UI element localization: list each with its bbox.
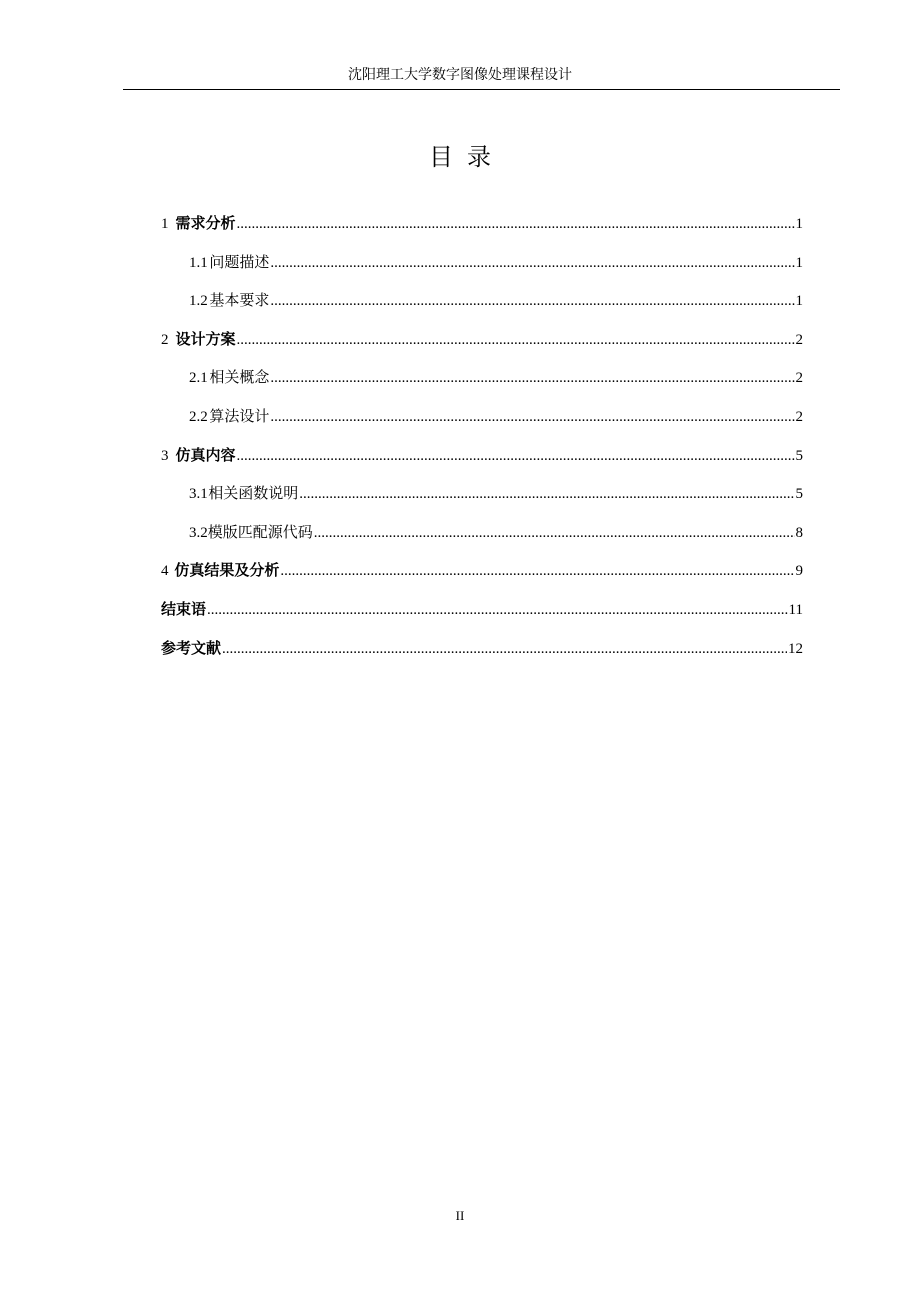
toc-entry[interactable]	[161, 366, 803, 405]
dot-leader	[236, 329, 794, 351]
toc-entry[interactable]	[161, 212, 803, 251]
toc-title: 目录	[429, 143, 505, 171]
dot-leader	[236, 445, 794, 467]
toc-entry-number: 1.1	[189, 254, 208, 271]
toc-entry-page: 8	[795, 524, 803, 541]
toc-entry-page: 9	[795, 563, 803, 580]
dot-leader	[270, 406, 794, 428]
running-header: 沈阳理工大学数字图像处理课程设计	[348, 67, 572, 83]
toc-entry[interactable]	[161, 444, 803, 483]
table-of-contents	[161, 212, 803, 675]
toc-entry-label: 结束语	[161, 599, 207, 618]
dot-leader	[280, 560, 794, 582]
toc-entry[interactable]	[161, 328, 803, 367]
toc-entry-label: 算法设计	[209, 406, 270, 425]
toc-entry-page: 2	[795, 408, 803, 425]
toc-entry-label: 问题描述	[209, 252, 270, 271]
toc-entry-page: 1	[795, 293, 803, 310]
toc-entry-number: 2	[161, 331, 169, 348]
toc-entry-page: 1	[795, 254, 803, 271]
dot-leader	[270, 367, 794, 389]
dot-leader	[207, 599, 788, 621]
toc-entry-number: 2.1	[189, 370, 208, 387]
toc-entry-number: 4	[161, 563, 169, 580]
toc-entry[interactable]	[161, 482, 803, 521]
toc-entry[interactable]	[161, 405, 803, 444]
toc-entry[interactable]	[161, 289, 803, 328]
toc-entry[interactable]	[161, 521, 803, 560]
toc-entry-page: 5	[795, 447, 803, 464]
dot-leader	[314, 522, 795, 544]
toc-entry-label: 模版匹配源代码	[207, 522, 313, 541]
dot-leader	[270, 252, 794, 274]
toc-entry-page: 11	[788, 601, 803, 618]
toc-entry-number: 3.2	[189, 524, 208, 541]
dot-leader	[236, 213, 794, 235]
toc-entry-number: 1	[161, 216, 169, 232]
toc-entry-number: 3.1	[189, 486, 208, 503]
toc-entry-page: 2	[795, 331, 803, 348]
toc-entry[interactable]	[161, 251, 803, 290]
toc-entry-label: 参考文献	[161, 638, 222, 657]
header-rule	[123, 89, 840, 90]
toc-entry-number: 2.2	[189, 408, 208, 425]
dot-leader	[222, 638, 787, 660]
toc-entry-label: 仿真内容	[175, 445, 236, 464]
toc-entry-number: 3	[161, 447, 169, 464]
dot-leader	[270, 290, 794, 312]
toc-entry-label: 相关概念	[209, 368, 270, 387]
toc-entry-label: 相关函数说明	[208, 484, 299, 503]
page-number: II	[455, 1208, 465, 1223]
toc-entry[interactable]	[161, 598, 803, 637]
toc-entry-page: 2	[795, 370, 803, 387]
toc-entry-page: 12	[788, 640, 803, 657]
toc-entry-page: 1	[795, 216, 803, 232]
toc-entry[interactable]	[161, 559, 803, 598]
toc-entry-number: 1.2	[189, 293, 208, 310]
toc-entry-page: 5	[795, 486, 803, 503]
toc-entry-label: 仿真结果及分析	[174, 561, 280, 580]
toc-entry-label: 需求分析	[175, 214, 236, 232]
toc-entry-label: 设计方案	[175, 329, 236, 348]
toc-entry[interactable]	[161, 637, 803, 676]
toc-entry-label: 基本要求	[209, 291, 270, 310]
dot-leader	[299, 483, 794, 505]
